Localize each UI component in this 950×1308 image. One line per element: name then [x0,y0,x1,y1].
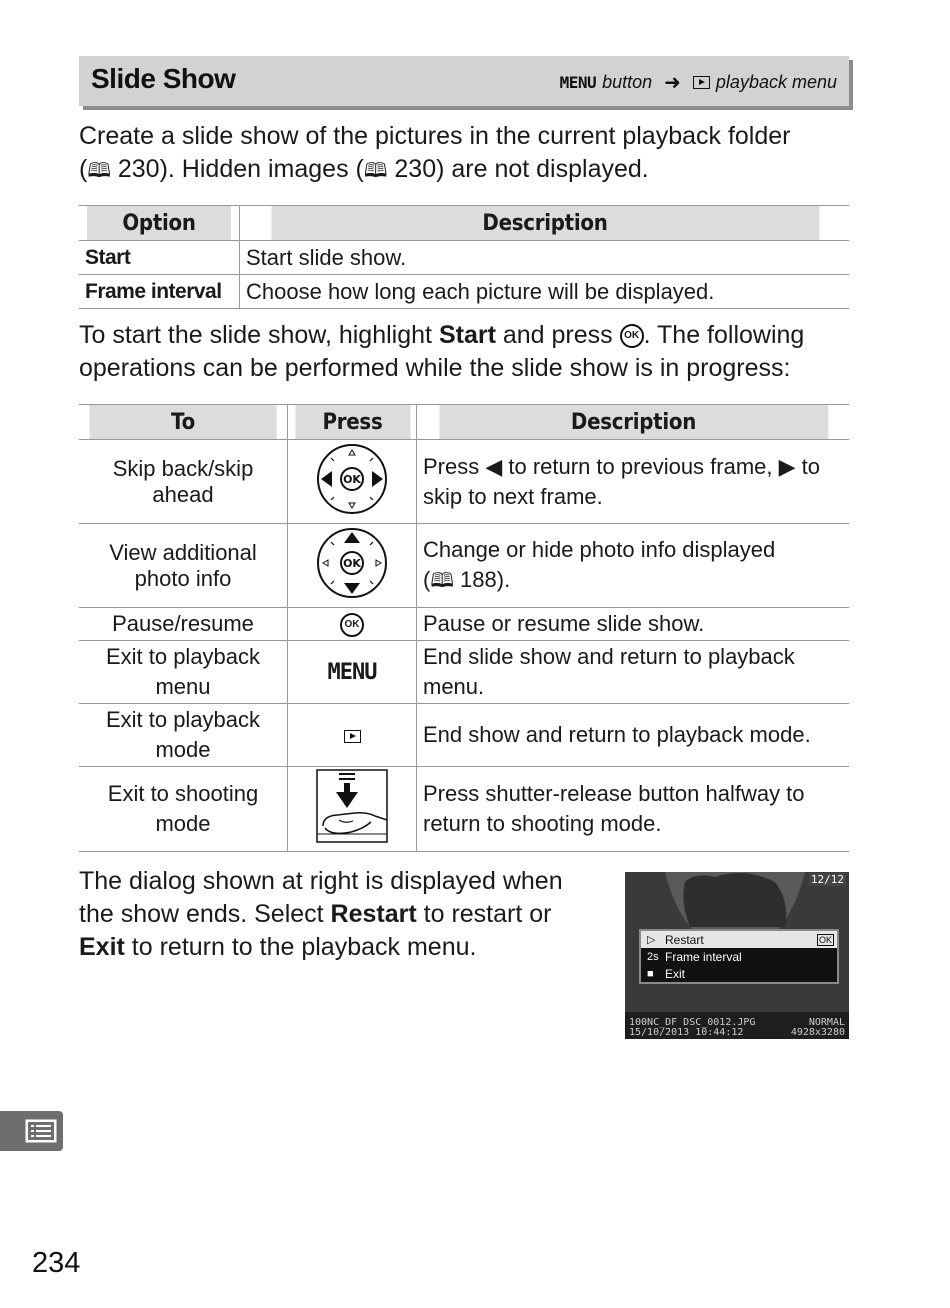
page-number: 234 [32,1247,81,1279]
camera-screen-image [625,872,849,1039]
book-icon: 🕮 [87,160,111,182]
menu-button-label: MENU [559,73,597,92]
left-arrow-icon: ◀ [485,453,503,479]
menu-path [560,70,837,95]
table-row: Exit to shooting mode Press shutter-release button halfway to return to shooting mode. [79,767,849,852]
svg-text:OK: OK [343,472,361,486]
book-icon: 🕮 [430,570,454,592]
table-row: Exit to playback mode End show and return to playback mode. [79,704,849,767]
section-header [79,56,849,106]
ok-button-icon: OK [620,324,644,348]
playback-menu-icon [0,1111,63,1151]
dialog-paragraph: The dialog shown at right is displayed when the show ends. Select Restart to restart or Exit to return to the playback menu. [79,867,563,961]
playback-button-icon [344,730,361,743]
photo-info-bar: 100NC_DF DSC_0012.JPG NORMAL 15/10/2013 10:44:12 4928x3280 [629,1017,845,1038]
dialog-item-exit[interactable]: ■ Exit [647,966,686,981]
right-arrow-icon: ▶ [778,453,796,479]
operations-table [79,404,849,852]
table-row: Start Start slide show. [79,241,849,275]
arrow-icon: ➜ [664,72,681,94]
ok-button-icon: OK [340,613,364,637]
svg-text:OK: OK [343,556,361,570]
dialog-item-restart[interactable]: ▷ Restart OK [641,931,837,948]
intro-paragraph: Create a slide show of the pictures in the current playback folder (🕮 230). Hidden images (🕮 230) are not displayed. [79,122,791,183]
menu-name: playback menu [715,72,837,92]
table-row: Pause/resume OK Pause or resume slide show. [79,608,849,641]
header-description: Description [438,405,827,440]
multi-selector-up-down-icon [315,526,389,600]
table-row: View additional photo info OK Change or hide photo info displayed (🕮 188). [79,524,849,608]
button-word: button [602,72,653,92]
header-description: Description [270,206,819,241]
header-to: To [89,405,277,440]
interval-icon: 2s [647,950,659,963]
book-icon: 🕮 [363,160,388,182]
table-row: Skip back/skip ahead OK Press ◀ to return to previous frame, ▶ to skip to next frame. [79,440,849,524]
stop-icon: ■ [647,967,654,980]
play-icon: ▷ [647,934,656,946]
playback-icon [693,76,710,89]
shutter-release-icon [315,768,389,844]
multi-selector-left-right-icon [315,442,389,516]
end-dialog [639,929,839,984]
page-title: Slide Show [91,63,236,94]
frame-counter: 12/12 [810,873,844,886]
menu-button-icon: MENU [327,660,377,685]
header-option: Option [87,206,231,241]
table-row: Exit to playback menu MENU End slide show and return to playback menu. [79,641,849,704]
table-row: Frame interval Choose how long each picture will be displayed. [79,275,849,309]
instructions-paragraph: To start the slide show, highlight Start and press OK . The following operations can be performed while the slide show is in progress: [79,321,805,382]
playback-menu-tab [0,1111,63,1151]
ok-badge: OK [818,934,832,945]
dialog-item-frame-interval[interactable]: 2s Frame interval [647,949,742,964]
header-press: Press [294,405,410,440]
options-table [79,205,849,309]
